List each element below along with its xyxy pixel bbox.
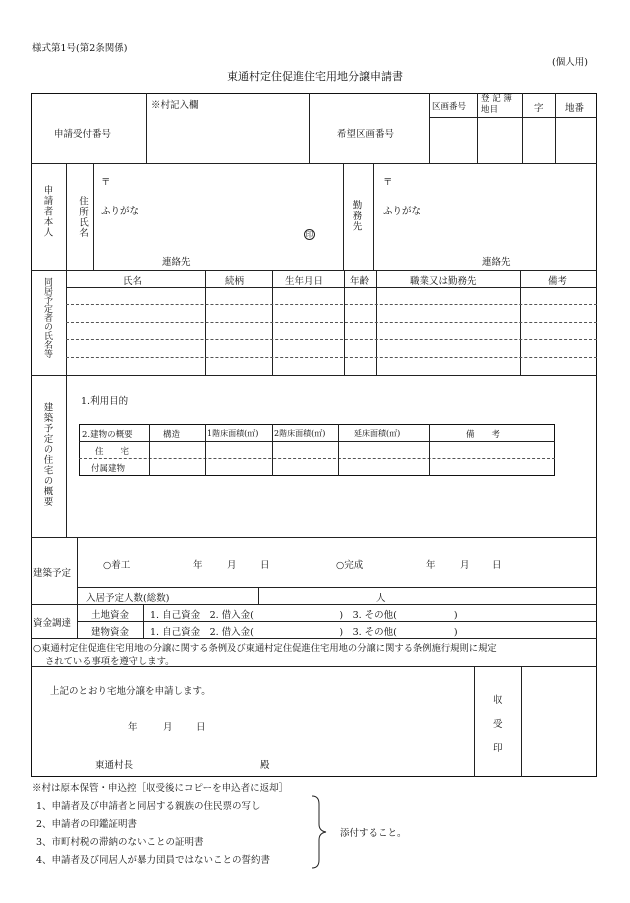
honorific: 殿 — [260, 760, 270, 771]
residents-label: 入居予定人数(総数) — [86, 593, 170, 604]
furigana-label: ふりがな — [101, 206, 140, 217]
pledge-line2: されている事項を遵守します。 — [45, 656, 175, 667]
land-fund-label: 土地資金 — [91, 610, 130, 621]
list-item: 1、申請者及び申請者と同居する親族の住民票の写し — [36, 801, 261, 812]
land-fund-options[interactable]: 1. 自己資金 2. 借入金( ) 3. その他( ) — [150, 610, 458, 621]
row-annex: 付属建物 — [91, 464, 126, 474]
funding-label: 資金調達 — [33, 618, 72, 629]
stamp-char-3: 印 — [493, 743, 503, 754]
col-structure: 構造 — [163, 430, 181, 440]
apply-day: 日 — [196, 722, 206, 733]
applicant-section-label: 申請者本人 — [41, 185, 53, 238]
form-number: 様式第1号(第2条関係) — [32, 43, 128, 54]
desired-lot-label: 希望区画番号 — [337, 129, 395, 140]
reception-number-label: 申請受付番号 — [54, 129, 112, 140]
reception-stamp-area[interactable] — [523, 668, 595, 775]
lot-number-label: 区画番号 — [432, 102, 467, 112]
notes-header: ※村は原本保管・申込控［収受後にコピーを申込者に返却］ — [32, 783, 289, 794]
col-relation: 続柄 — [225, 276, 245, 287]
contact-label: 連絡先 — [162, 257, 191, 268]
start-year: 年 — [193, 560, 203, 571]
residents-field[interactable] — [262, 589, 372, 602]
seal-mark: 印 — [305, 230, 314, 239]
apply-month: 月 — [163, 722, 173, 733]
complete-label: ○完成 — [336, 560, 364, 571]
col-name: 氏名 — [123, 276, 143, 287]
building-section-label: 建築予定の住宅の概要 — [41, 402, 53, 507]
addressee: 東通村長 — [95, 760, 134, 771]
col-note: 備考 — [548, 276, 568, 287]
applicant-name-field[interactable] — [100, 218, 300, 244]
complete-year: 年 — [426, 560, 436, 571]
workplace-label: 勤務先 — [350, 200, 362, 232]
page-title: 東通村定住促進住宅用地分譲申請書 — [227, 70, 403, 83]
cohabitants-section-label: 同居予定者の氏名等 — [42, 277, 52, 358]
applicant-address-field[interactable] — [100, 185, 335, 199]
village-use-label: ※村記入欄 — [151, 100, 199, 111]
stamp-char-2: 受 — [493, 719, 503, 730]
col-building-note: 備 考 — [466, 430, 501, 440]
list-item: 3、市町村税の滞納のないことの証明書 — [36, 837, 204, 848]
stamp-char-1: 収 — [493, 695, 503, 706]
schedule-label: 建築予定 — [33, 568, 72, 579]
overview-label: 2.建物の概要 — [82, 430, 133, 440]
start-label: ○着工 — [103, 560, 131, 571]
aza-label: 字 — [534, 103, 544, 114]
complete-month: 月 — [460, 560, 470, 571]
col-floor2: 2階床面積(㎡) — [274, 429, 326, 438]
apply-year: 年 — [128, 722, 138, 733]
brace-icon — [310, 794, 330, 870]
col-total: 延床面積(㎡) — [354, 429, 401, 438]
registry-label: 登 記 簿 地目 — [481, 94, 512, 115]
furigana-label-2: ふりがな — [383, 206, 422, 217]
purpose-label: 1.利用目的 — [81, 396, 129, 407]
col-job: 職業又は勤務先 — [410, 276, 477, 287]
application-statement: 上記のとおり宅地分譲を申請します。 — [50, 686, 211, 697]
col-birth: 生年月日 — [285, 276, 324, 287]
list-item: 2、申請者の印鑑証明書 — [36, 819, 138, 830]
col-age: 年齢 — [350, 276, 370, 287]
building-fund-label: 建物資金 — [91, 627, 130, 638]
persons-unit: 人 — [376, 593, 386, 604]
postal-mark: 〒 — [101, 177, 111, 188]
building-fund-options[interactable]: 1. 自己資金 2. 借入金( ) 3. その他( ) — [150, 627, 458, 638]
pledge-line1: ○東通村定住促進住宅用地の分譲に関する条例及び東通村定住促進住宅用地の分譲に関する条例施行規則に規定 — [33, 643, 497, 654]
attach-note: 添付すること。 — [340, 828, 407, 839]
chiban-label: 地番 — [565, 103, 585, 114]
workplace-field[interactable] — [380, 185, 590, 245]
purpose-field[interactable] — [150, 390, 580, 406]
col-floor1: 1階床面積(㎡) — [207, 429, 259, 438]
row-house: 住 宅 — [95, 447, 130, 457]
start-month: 月 — [227, 560, 237, 571]
list-item: 4、申請者及び同居人が暴力団員ではないことの誓約書 — [36, 855, 271, 866]
contact-label-2: 連絡先 — [482, 257, 511, 268]
complete-day: 日 — [492, 560, 502, 571]
postal-mark-2: 〒 — [383, 177, 393, 188]
address-name-label: 住所氏名 — [77, 196, 88, 238]
usage-label: (個人用) — [552, 57, 588, 68]
start-day: 日 — [260, 560, 270, 571]
